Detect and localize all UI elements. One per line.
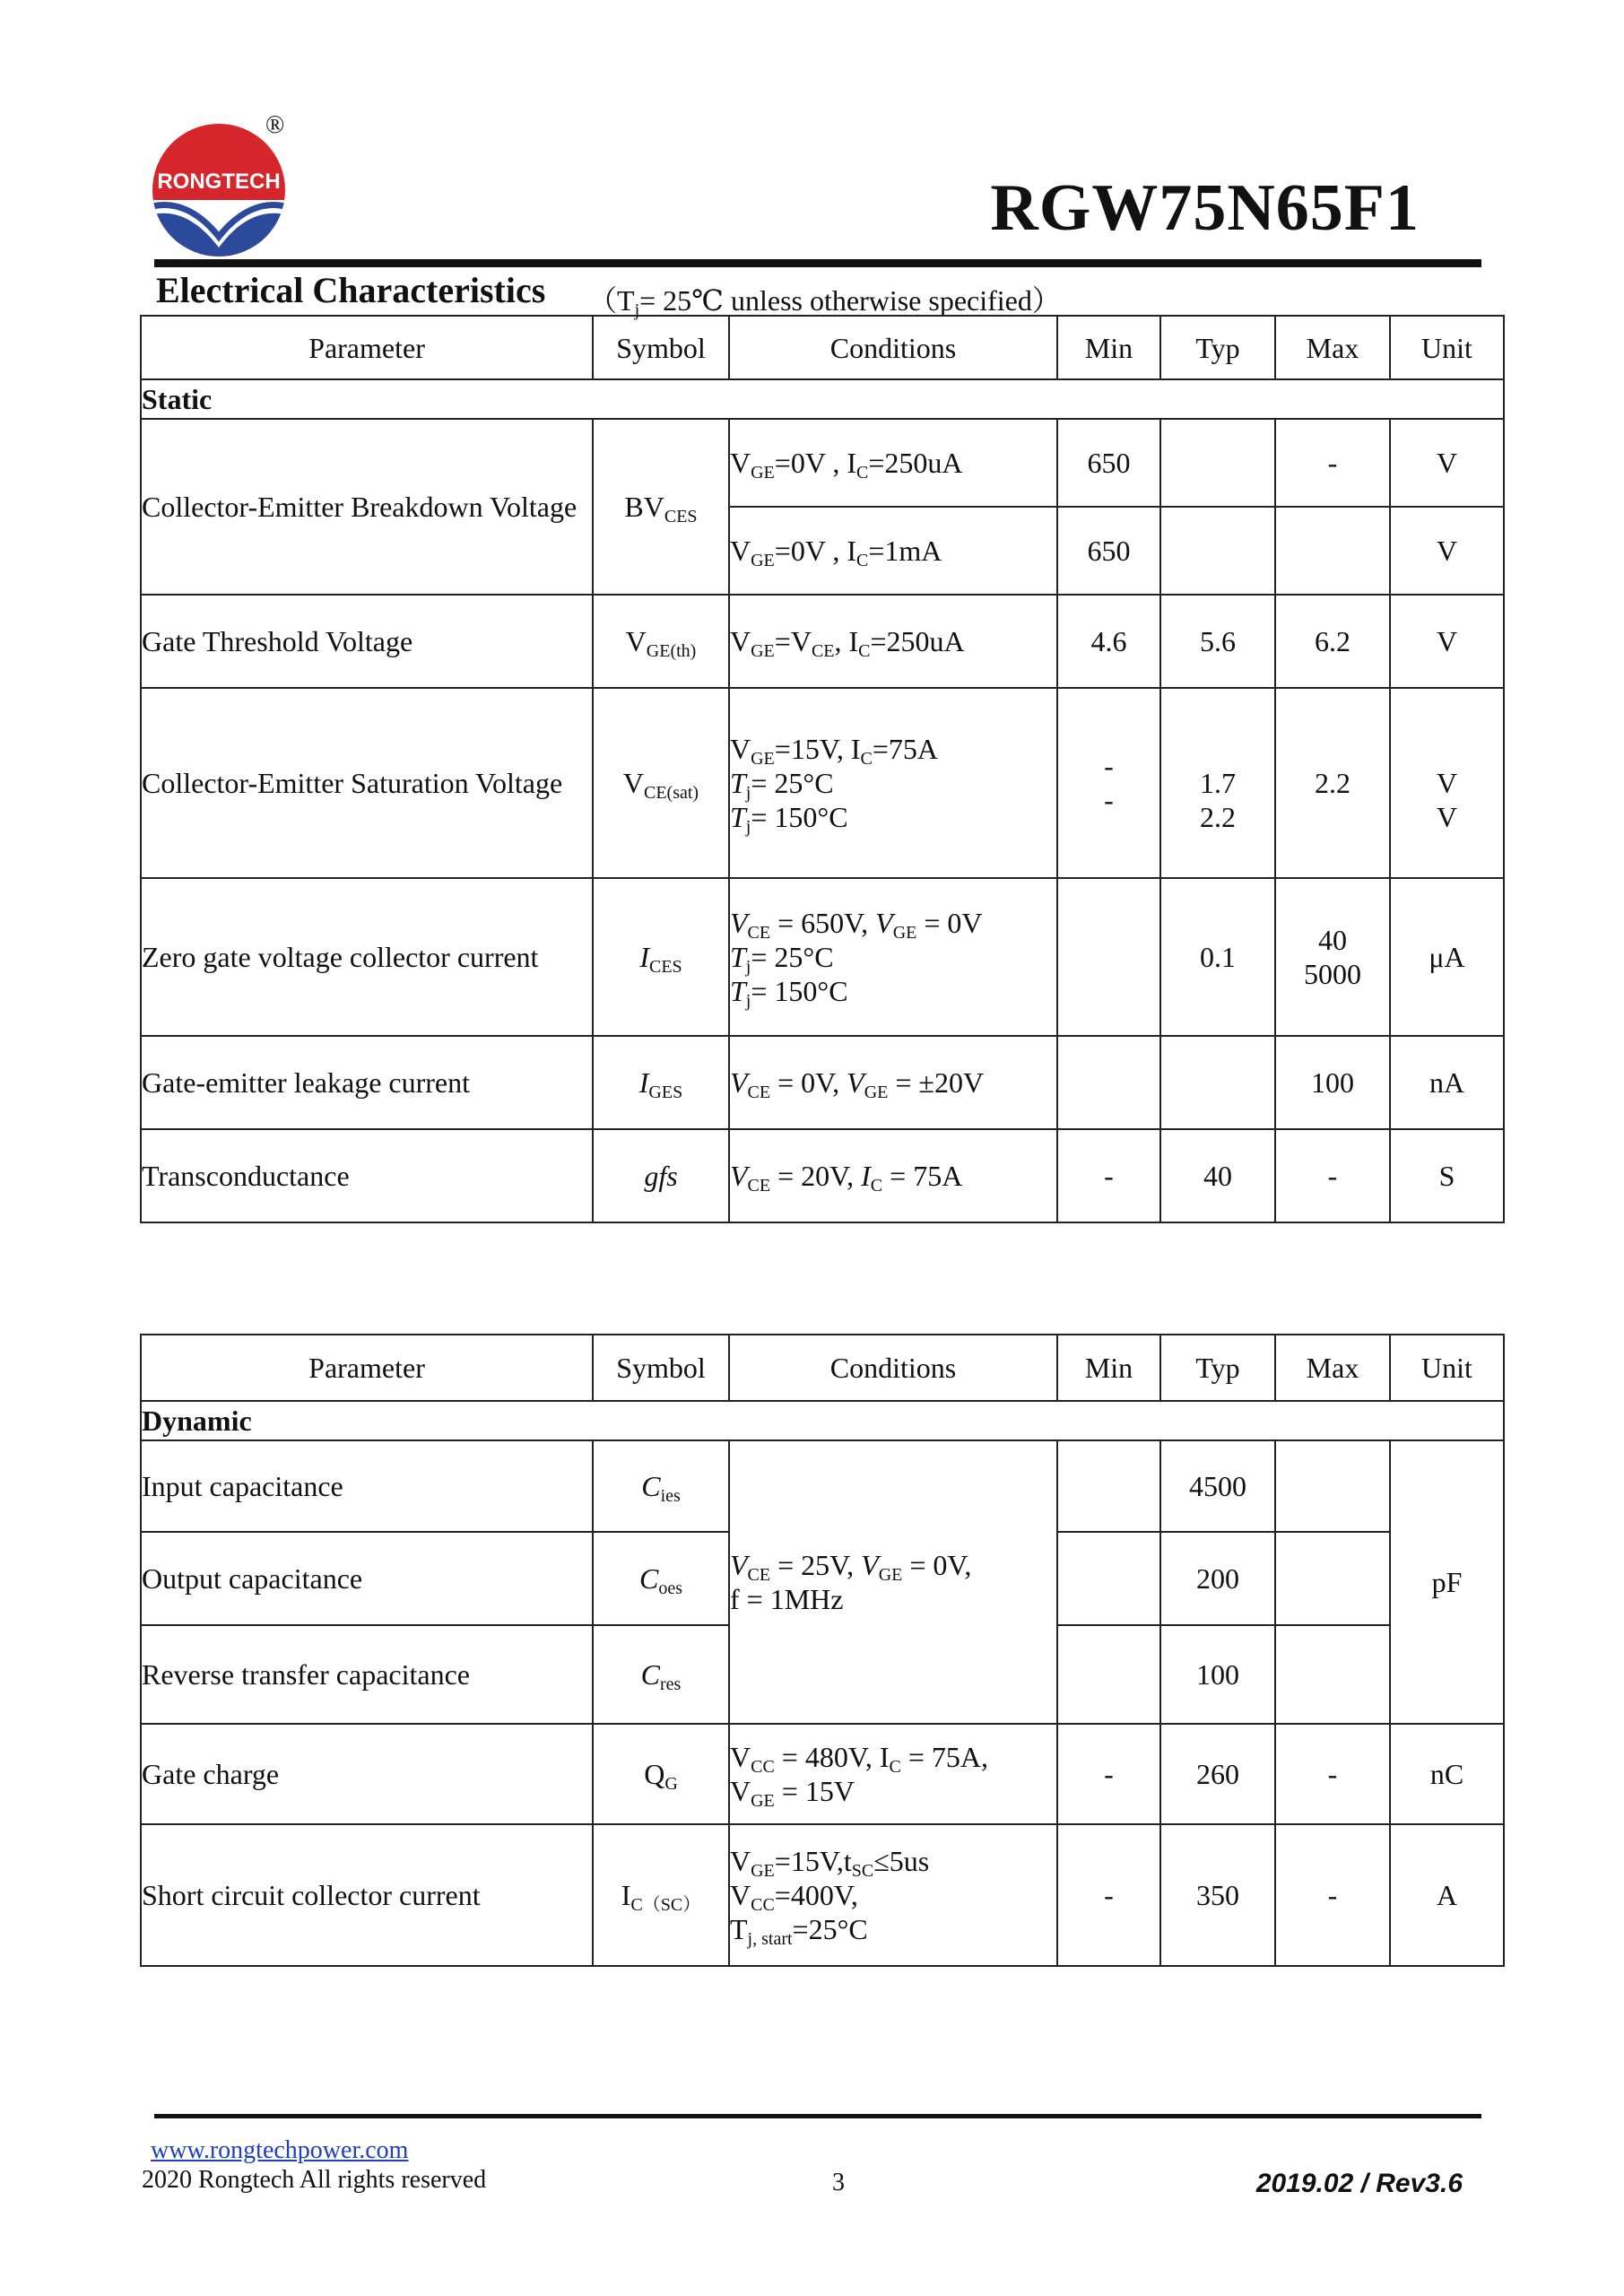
symbol-iges: $I_{GES}$ <box>593 1036 729 1129</box>
min-coes <box>1057 1532 1160 1625</box>
symbol-qg: $Q_G$ <box>593 1724 729 1824</box>
min-isc: - <box>1057 1824 1160 1966</box>
max-isc: - <box>1275 1824 1390 1966</box>
max-vcesat: 2.2 <box>1275 688 1390 878</box>
header-conditions: Conditions <box>729 316 1057 379</box>
cond-capacitance: $V_{CE} = 25V$, $V_{GE} = 0V$, f = 1MHz <box>729 1440 1057 1724</box>
max-coes <box>1275 1532 1390 1625</box>
unit-qg: nC <box>1390 1724 1504 1824</box>
header-min: Min <box>1057 1335 1160 1401</box>
part-number: RGW75N65F1 <box>990 171 1420 245</box>
param-isc: Short circuit collector current <box>141 1824 593 1966</box>
header-parameter: Parameter <box>141 1335 593 1401</box>
param-vgeth: Gate Threshold Voltage <box>141 595 593 688</box>
header-unit: Unit <box>1390 1335 1504 1401</box>
symbol-cies: $C_{ies}$ <box>593 1440 729 1532</box>
typ-isc: 350 <box>1160 1824 1275 1966</box>
group-row <box>141 1401 1504 1440</box>
cond-qg: $V_{CC} = 480V$, $I_C = 75A$, $V_{GE} = 15V$ <box>729 1724 1057 1824</box>
typ-bvces-1 <box>1160 419 1275 507</box>
header-typ: Typ <box>1160 316 1275 379</box>
header-max: Max <box>1275 316 1390 379</box>
typ-cres: 100 <box>1160 1625 1275 1724</box>
unit-vcesat: V V <box>1390 688 1504 878</box>
max-cies <box>1275 1440 1390 1532</box>
page-number: 3 <box>832 2169 845 2196</box>
cond-vgeth: $V_{GE}=V_{CE}$, $I_C=250uA$ <box>729 595 1057 688</box>
param-bvces: Collector-Emitter Breakdown Voltage <box>141 419 593 595</box>
header-parameter: Parameter <box>141 316 593 379</box>
table-row <box>141 595 1504 688</box>
table-row <box>141 1036 1504 1129</box>
revision-label: 2019.02 / Rev3.6 <box>1255 2169 1463 2198</box>
table-row <box>141 1129 1504 1222</box>
logo-text: RONGTECH <box>157 170 281 194</box>
group-row <box>141 379 1504 419</box>
min-vgeth: 4.6 <box>1057 595 1160 688</box>
header-unit: Unit <box>1390 316 1504 379</box>
symbol-gfs: gfs <box>593 1129 729 1222</box>
max-qg: - <box>1275 1724 1390 1824</box>
symbol-cres: $C_{res}$ <box>593 1625 729 1724</box>
min-qg: - <box>1057 1724 1160 1824</box>
typ-ices: 0.1 <box>1160 878 1275 1036</box>
table-row <box>141 1724 1504 1824</box>
symbol-coes: $C_{oes}$ <box>593 1532 729 1625</box>
typ-coes: 200 <box>1160 1532 1275 1625</box>
param-ices: Zero gate voltage collector current <box>141 878 593 1036</box>
param-iges: Gate-emitter leakage current <box>141 1036 593 1129</box>
max-bvces-2 <box>1275 507 1390 595</box>
min-cres <box>1057 1625 1160 1724</box>
typ-cies: 4500 <box>1160 1440 1275 1532</box>
symbol-vcesat: $V_{CE(sat)}$ <box>593 688 729 878</box>
unit-bvces-1: V <box>1390 419 1504 507</box>
table-row <box>141 419 1504 507</box>
footer-rule <box>154 2114 1481 2118</box>
symbol-isc: $I_{C(SC)}$ <box>593 1824 729 1966</box>
table-row <box>141 1824 1504 1966</box>
min-ices <box>1057 878 1160 1036</box>
max-vgeth: 6.2 <box>1275 595 1390 688</box>
cond-vcesat: $V_{GE}=15V$, $I_C=75A$ $T_j= 25^\circ C$ $T_j= 150^\circ C$ <box>729 688 1057 878</box>
group-static: Static <box>141 379 1504 419</box>
section-title: Electrical Characteristics <box>156 270 546 310</box>
header-symbol: Symbol <box>593 316 729 379</box>
param-cres: Reverse transfer capacitance <box>141 1625 593 1724</box>
min-gfs: - <box>1057 1129 1160 1222</box>
cond-bvces-2: $V_{GE}=0V$ , $I_C=1mA$ <box>729 507 1057 595</box>
param-qg: Gate charge <box>141 1724 593 1824</box>
symbol-bvces: $BV_{CES}$ <box>593 419 729 595</box>
max-cres <box>1275 1625 1390 1724</box>
cond-isc: $V_{GE}=15V,t_{SC}\le 5us$ $V_{CC}=400V$, $T_{j, start}=25^\circ C$ <box>729 1824 1057 1966</box>
header-rule <box>154 259 1481 267</box>
unit-capacitance: pF <box>1390 1440 1504 1724</box>
cond-bvces-1: $V_{GE}=0V$ , $I_C=250uA$ <box>729 419 1057 507</box>
typ-vcesat: 1.7 2.2 <box>1160 688 1275 878</box>
typ-iges <box>1160 1036 1275 1129</box>
max-gfs: - <box>1275 1129 1390 1222</box>
cond-ices: $V_{CE} = 650V$, $V_{GE} = 0V$ $T_j= 25^\circ C$ $T_j= 150^\circ C$ <box>729 878 1057 1036</box>
cond-gfs: $V_{CE} = 20V$, $I_C = 75A$ <box>729 1129 1057 1222</box>
header-symbol: Symbol <box>593 1335 729 1401</box>
typ-gfs: 40 <box>1160 1129 1275 1222</box>
unit-gfs: S <box>1390 1129 1504 1222</box>
unit-vgeth: V <box>1390 595 1504 688</box>
unit-bvces-2: V <box>1390 507 1504 595</box>
unit-ices: μA <box>1390 878 1504 1036</box>
section-note: （$T_j=$ 25℃ unless otherwise specified） <box>588 284 1061 320</box>
table-row <box>141 878 1504 1036</box>
min-vcesat: - - <box>1057 688 1160 878</box>
header-typ: Typ <box>1160 1335 1275 1401</box>
symbol-vgeth: $V_{GE(th)}$ <box>593 595 729 688</box>
min-bvces-2: 650 <box>1057 507 1160 595</box>
param-vcesat: Collector-Emitter Saturation Voltage <box>141 688 593 878</box>
dynamic-characteristics-table <box>140 1334 1505 1967</box>
group-dynamic: Dynamic <box>141 1401 1504 1440</box>
param-gfs: Transconductance <box>141 1129 593 1222</box>
typ-qg: 260 <box>1160 1724 1275 1824</box>
unit-iges: nA <box>1390 1036 1504 1129</box>
header-conditions: Conditions <box>729 1335 1057 1401</box>
table-row <box>141 688 1504 878</box>
footer-copyright: 2020 Rongtech All rights reserved <box>142 2166 487 2194</box>
header-min: Min <box>1057 316 1160 379</box>
cond-iges: $V_{CE} = 0V$, $V_{GE} = \pm 20V$ <box>729 1036 1057 1129</box>
table-header-row <box>141 1335 1504 1401</box>
min-bvces-1: 650 <box>1057 419 1160 507</box>
max-ices: 40 5000 <box>1275 878 1390 1036</box>
table-row <box>141 1440 1504 1532</box>
unit-isc: A <box>1390 1824 1504 1966</box>
registered-mark: ® <box>265 111 285 139</box>
symbol-ices: $I_{CES}$ <box>593 878 729 1036</box>
max-bvces-1: - <box>1275 419 1390 507</box>
max-iges: 100 <box>1275 1036 1390 1129</box>
min-cies <box>1057 1440 1160 1532</box>
header-max: Max <box>1275 1335 1390 1401</box>
param-coes: Output capacitance <box>141 1532 593 1625</box>
param-cies: Input capacitance <box>141 1440 593 1532</box>
static-characteristics-table <box>140 315 1505 1223</box>
typ-bvces-2 <box>1160 507 1275 595</box>
min-iges <box>1057 1036 1160 1129</box>
typ-vgeth: 5.6 <box>1160 595 1275 688</box>
table-header-row <box>141 316 1504 379</box>
footer-website-link[interactable]: www.rongtechpower.com <box>151 2136 409 2164</box>
